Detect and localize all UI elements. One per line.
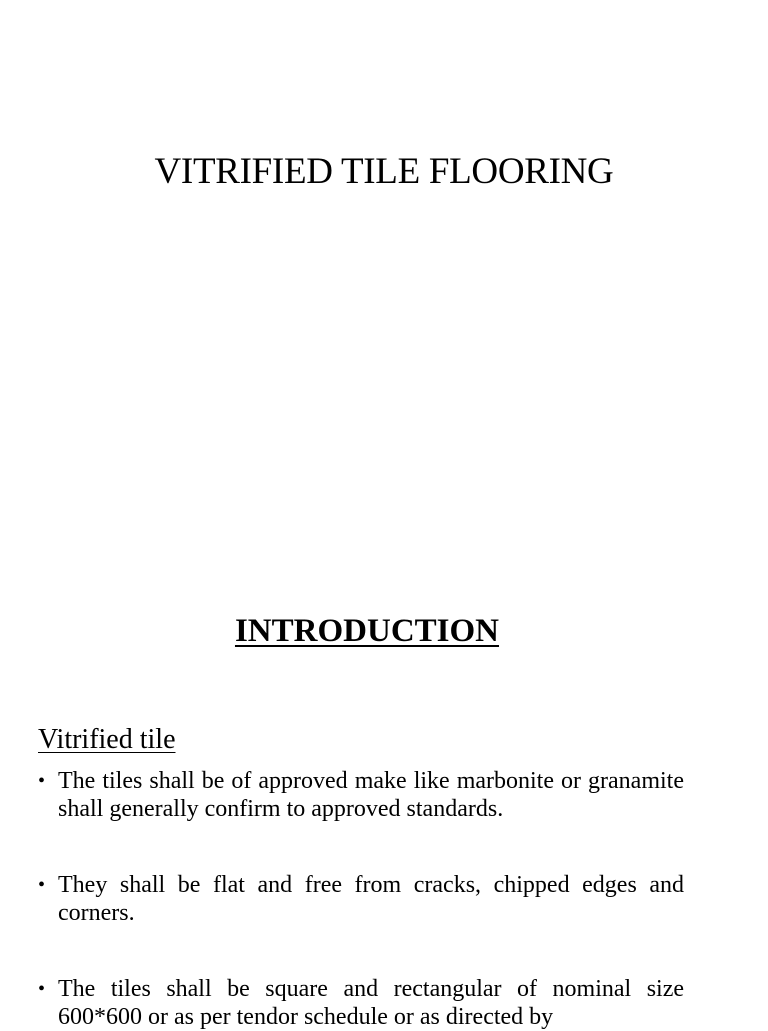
section-heading: INTRODUCTION bbox=[234, 613, 500, 649]
bullet-text: The tiles shall be square and rectangular of nominal size 600*600 or as per tendor schedule or as directed by bbox=[58, 976, 684, 1030]
bullet-item bbox=[38, 871, 684, 927]
bullet-text: The tiles shall be of approved make like marbonite or granamite shall generally confirm to approved standards. bbox=[58, 768, 684, 822]
bullet-marker: • bbox=[38, 770, 46, 792]
slide-title: VITRIFIED TILE FLOORING bbox=[154, 151, 614, 192]
bullet-marker: • bbox=[38, 978, 46, 1000]
bullet-text: They shall be flat and free from cracks, chipped edges and corners. bbox=[58, 872, 684, 926]
bullet-item bbox=[38, 767, 684, 823]
bullet-item bbox=[38, 975, 684, 1031]
bullet-marker: • bbox=[38, 874, 46, 896]
subheading: Vitrified tile bbox=[38, 724, 176, 755]
